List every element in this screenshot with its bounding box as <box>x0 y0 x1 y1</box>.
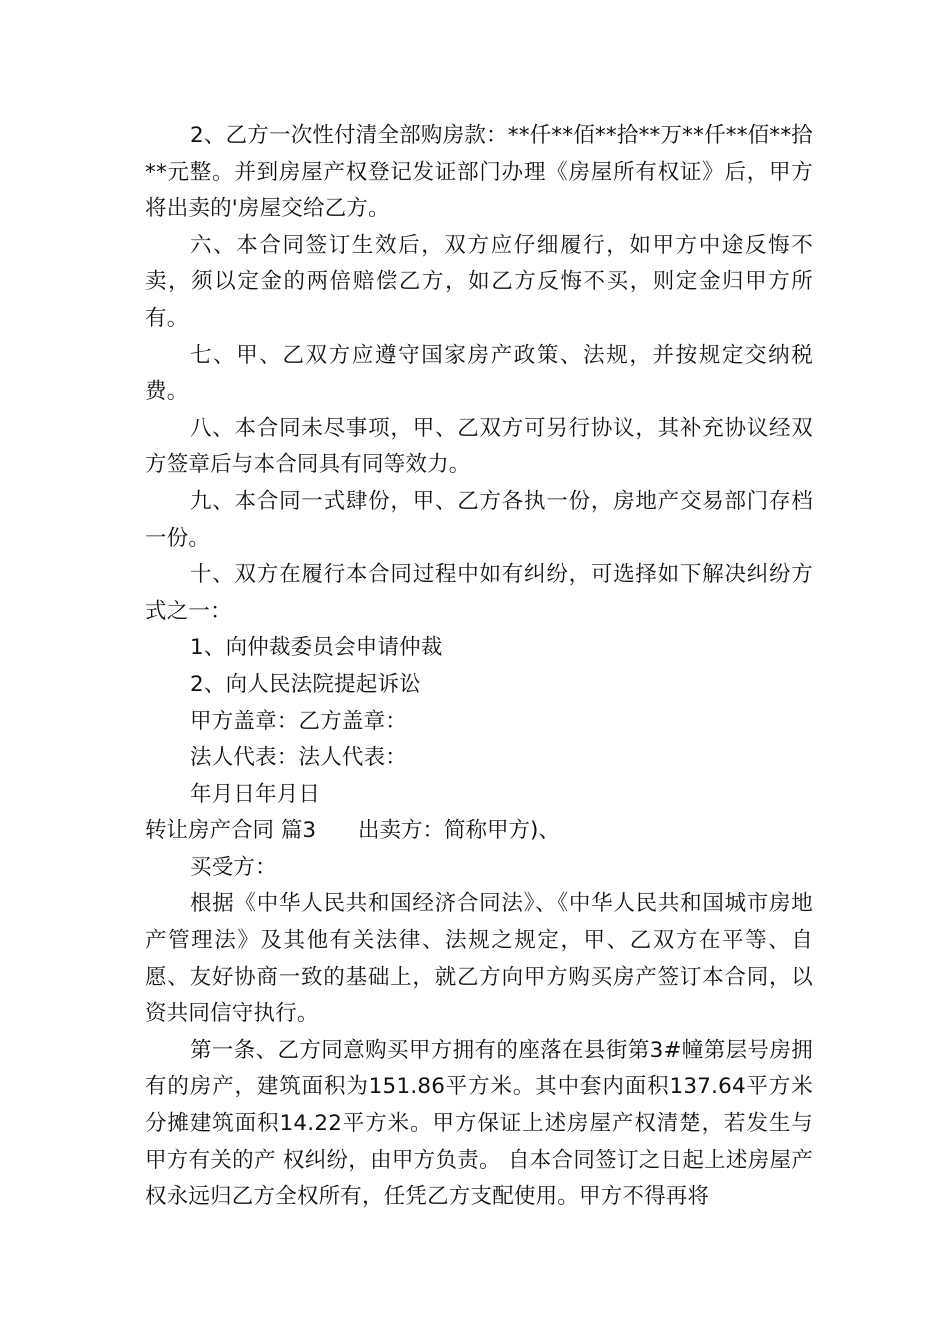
clause-six: 六、本合同签订生效后，双方应仔细履行，如甲方中途反悔不卖，须以定金的两倍赔偿乙方，如乙方反悔不买，则定金归甲方所有。 <box>145 232 813 331</box>
dispute-option-court: 2、向人民法院提起诉讼 <box>190 671 421 697</box>
article-one: 第一条、乙方同意购买甲方拥有的座落在县街第3#幢第层号房拥有的房产，建筑面积为151.86平方米。其中套内面积137.64平方米分摊建筑面积14.22平方米。甲方保证上述房屋产权清楚，若发生与甲方有关的产 权纠纷，由甲方负责。 自本合同签订之日起上述房屋产权永远归乙方全权所有，任凭乙方支配使用。甲方不得再将 <box>145 1037 813 1210</box>
signature-dates: 年月日年月日 <box>190 781 321 807</box>
buyer-label: 买受方： <box>190 854 277 880</box>
document-body <box>145 118 813 1216</box>
clause-nine: 九、本合同一式肆份，甲、乙方各执一份，房地产交易部门存档一份。 <box>145 488 813 551</box>
clause-payment: 2、乙方一次性付清全部购房款：**仟**佰**拾**万**仟**佰**拾**元整。并到房屋产权登记发证部门办理《房屋所有权证》后，甲方将出卖的'房屋交给乙方。 <box>145 123 813 222</box>
clause-eight: 八、本合同未尽事项，甲、乙双方可另行协议，其补充协议经双方签章后与本合同具有同等效力。 <box>145 415 813 478</box>
clause-seven: 七、甲、乙双方应遵守国家房产政策、法规，并按规定交纳税费。 <box>145 342 813 405</box>
contract-preamble: 根据《中华人民共和国经济合同法》、《中华人民共和国城市房地产管理法》及其他有关法律、法规之规定，甲、乙双方在平等、自愿、友好协商一致的基础上，就乙方向甲方购买房产签订本合同，以资共同信守执行。 <box>145 891 813 1027</box>
section-heading-line <box>145 813 813 850</box>
section-title: 转让房产合同 篇3 <box>145 818 317 844</box>
dispute-option-arbitration: 1、向仲裁委员会申请仲裁 <box>190 635 443 661</box>
signature-representatives: 法人代表：法人代表： <box>190 745 408 771</box>
signature-seals: 甲方盖章：乙方盖章： <box>190 708 408 734</box>
clause-ten: 十、双方在履行本合同过程中如有纠纷，可选择如下解决纠纷方式之一： <box>145 562 813 624</box>
seller-label: 出卖方：简称甲方)、 <box>358 818 560 844</box>
